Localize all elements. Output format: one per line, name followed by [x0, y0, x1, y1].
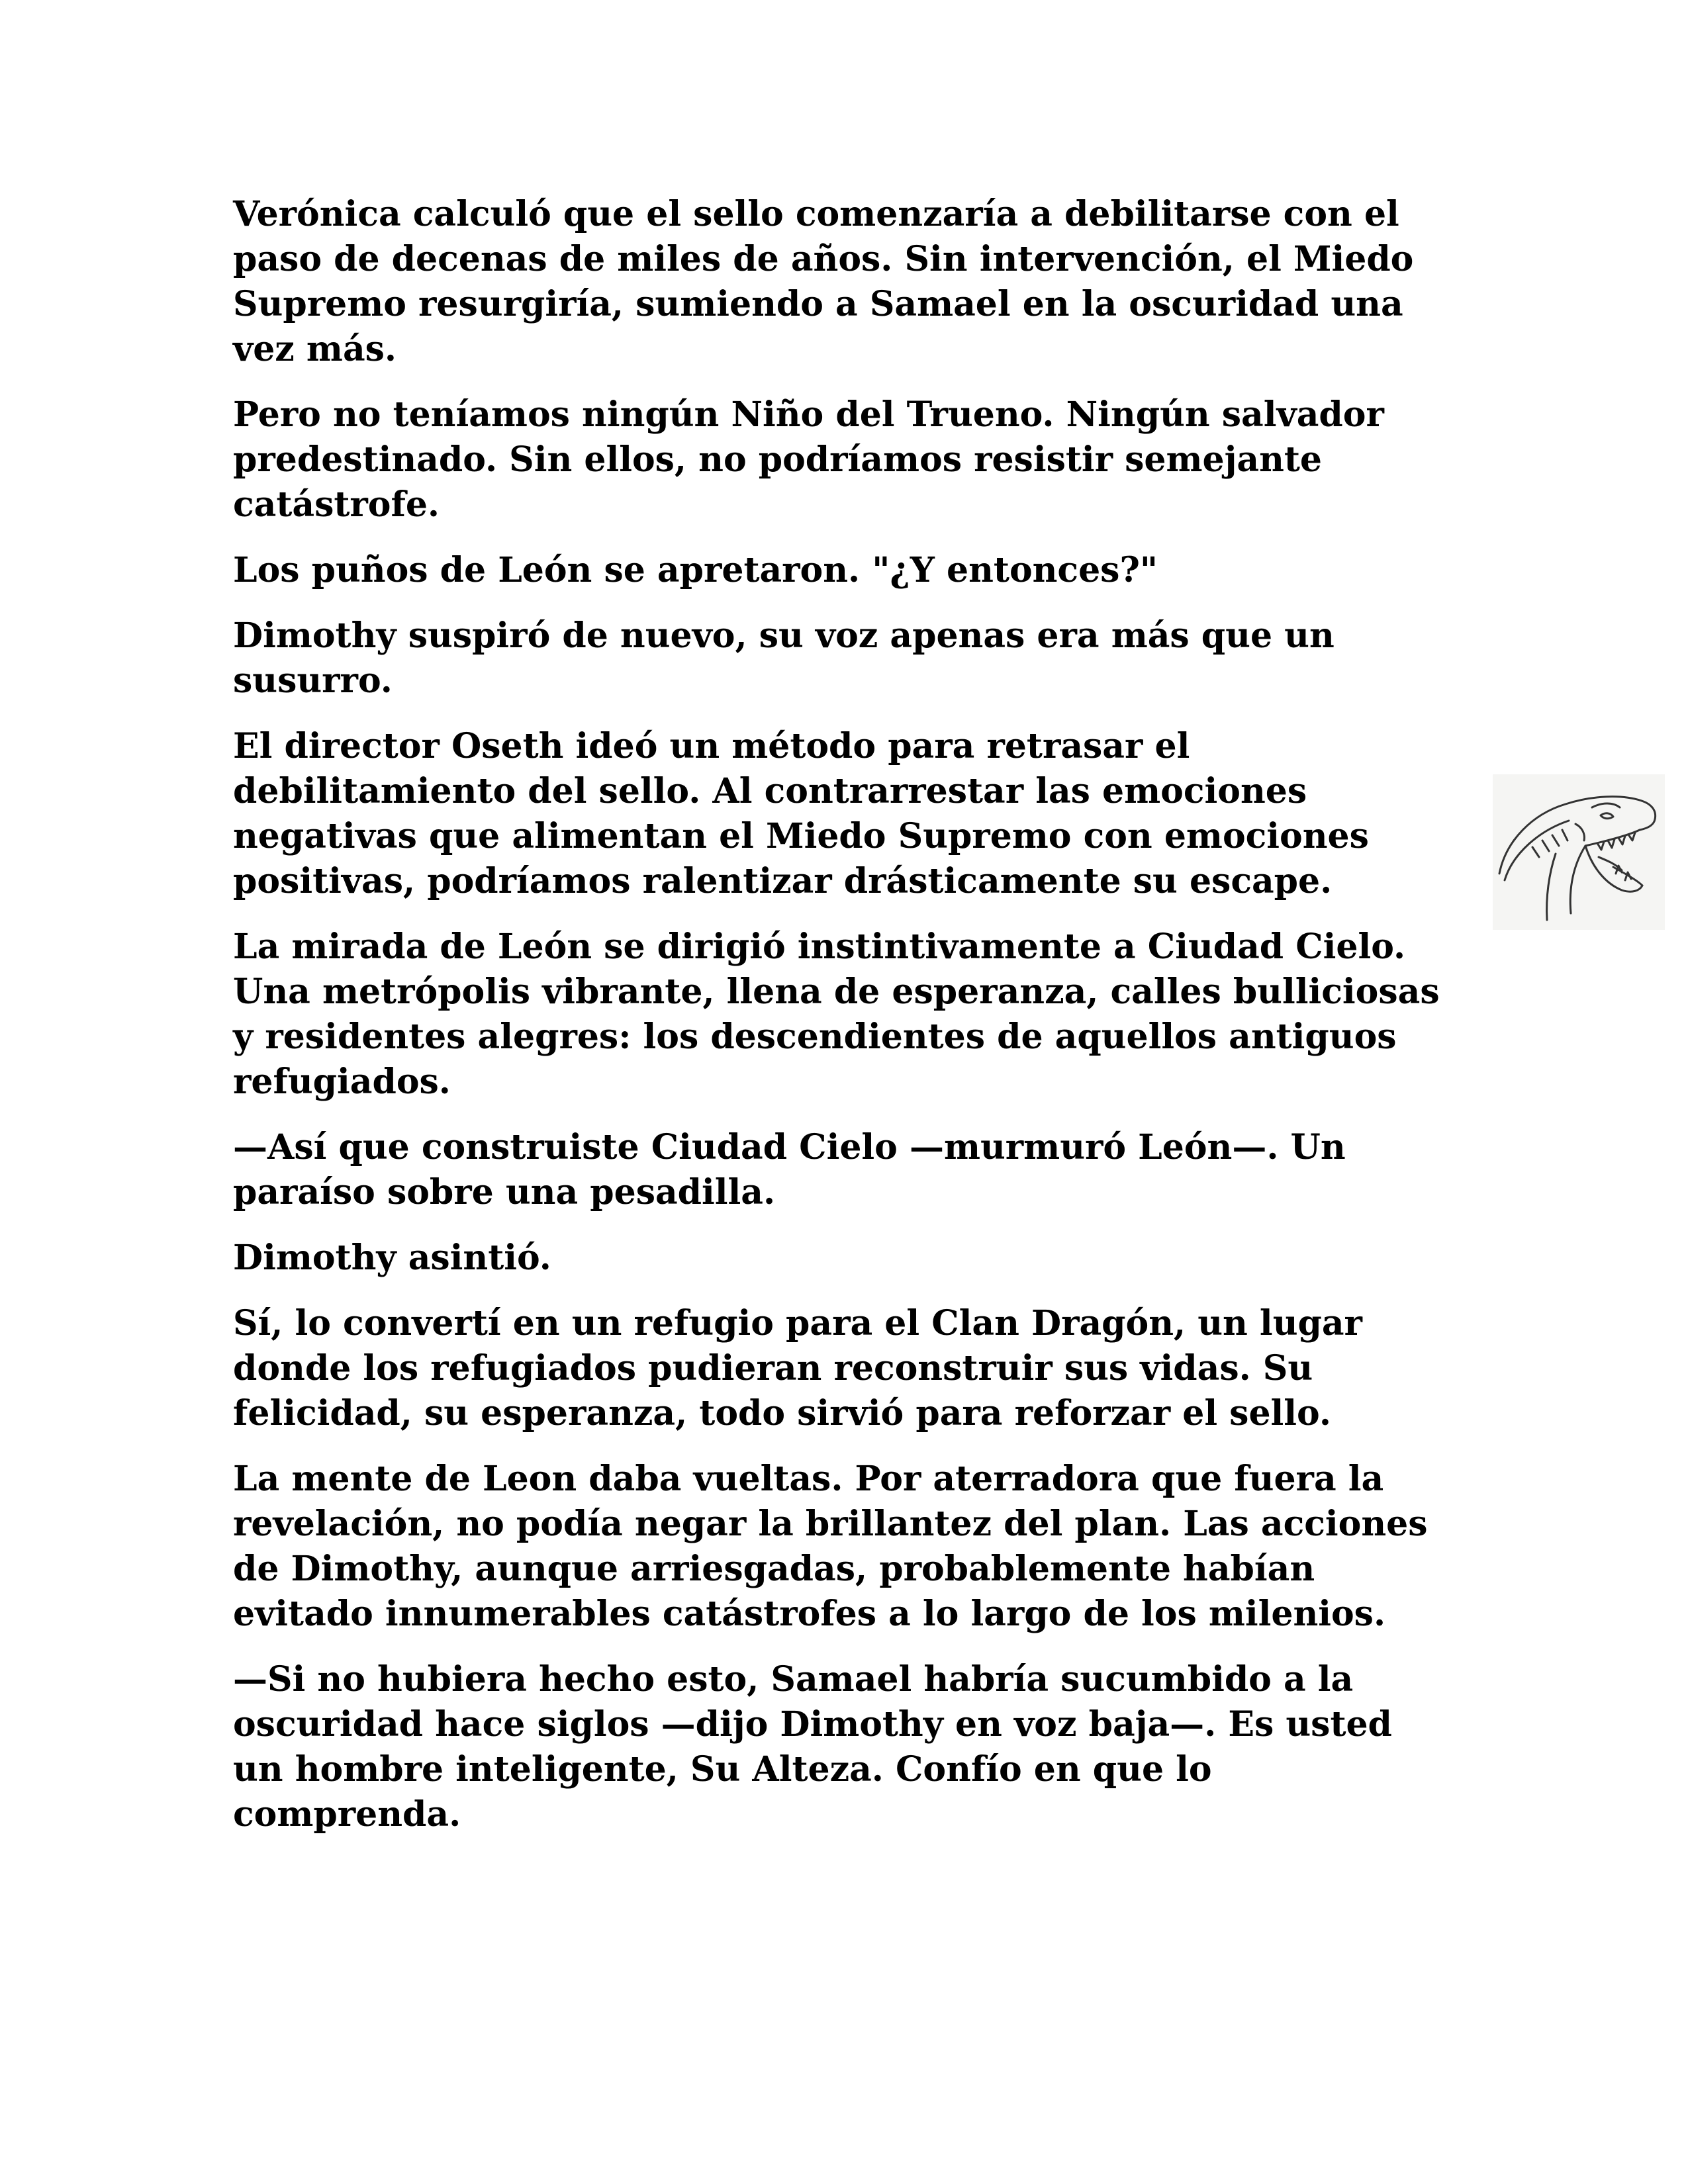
paragraph-5: El director Oseth ideó un método para retrasar el debilitamiento del sello. Al contrarrestar las emociones negativas que alimentan el Miedo Supremo con emociones positivas, podríamos ralentizar drásticamente su escape. — [233, 726, 1369, 901]
paragraph-4: Dimothy suspiró de nuevo, su voz apenas era más que un susurro. — [233, 615, 1335, 701]
paragraph-1: Verónica calculó que el sello comenzaría a debilitarse con el paso de decenas de miles de años. Sin intervención, el Miedo Supremo resurgiría, sumiendo a Samael en la oscuridad una vez más. — [233, 194, 1414, 369]
paragraph-11: —Si no hubiera hecho esto, Samael habría sucumbido a la oscuridad hace siglos —dijo Dimothy en voz baja—. Es usted un hombre inteligente, Su Alteza. Confío en que lo comprenda. — [233, 1659, 1392, 1835]
paragraph-2: Pero no teníamos ningún Niño del Trueno. Ningún salvador predestinado. Sin ellos, no podríamos resistir semejante catástrofe. — [233, 394, 1384, 525]
paragraph-6: La mirada de León se dirigió instintivamente a Ciudad Cielo. Una metrópolis vibrante, llena de esperanza, calles bulliciosas y residentes alegres: los descendientes de aquellos antiguos refugiados. — [233, 927, 1440, 1102]
body-text — [233, 192, 1444, 1858]
dinosaur-head-sketch-icon — [1493, 774, 1665, 930]
paragraph-3: Los puños de León se apretaron. "¿Y entonces?" — [233, 550, 1158, 590]
paragraph-8: Dimothy asintió. — [233, 1238, 551, 1278]
paragraph-9: Sí, lo convertí en un refugio para el Clan Dragón, un lugar donde los refugiados pudieran reconstruir sus vidas. Su felicidad, su esperanza, todo sirvió para reforzar el sello. — [233, 1303, 1362, 1433]
paragraph-7: —Así que construiste Ciudad Cielo —murmuró León—. Un paraíso sobre una pesadilla. — [233, 1127, 1346, 1212]
paragraph-10: La mente de Leon daba vueltas. Por aterradora que fuera la revelación, no podía negar la brillantez del plan. Las acciones de Dimothy, aunque arriesgadas, probablemente habían evitado innumerables catástrofes a lo largo de los milenios. — [233, 1459, 1428, 1634]
